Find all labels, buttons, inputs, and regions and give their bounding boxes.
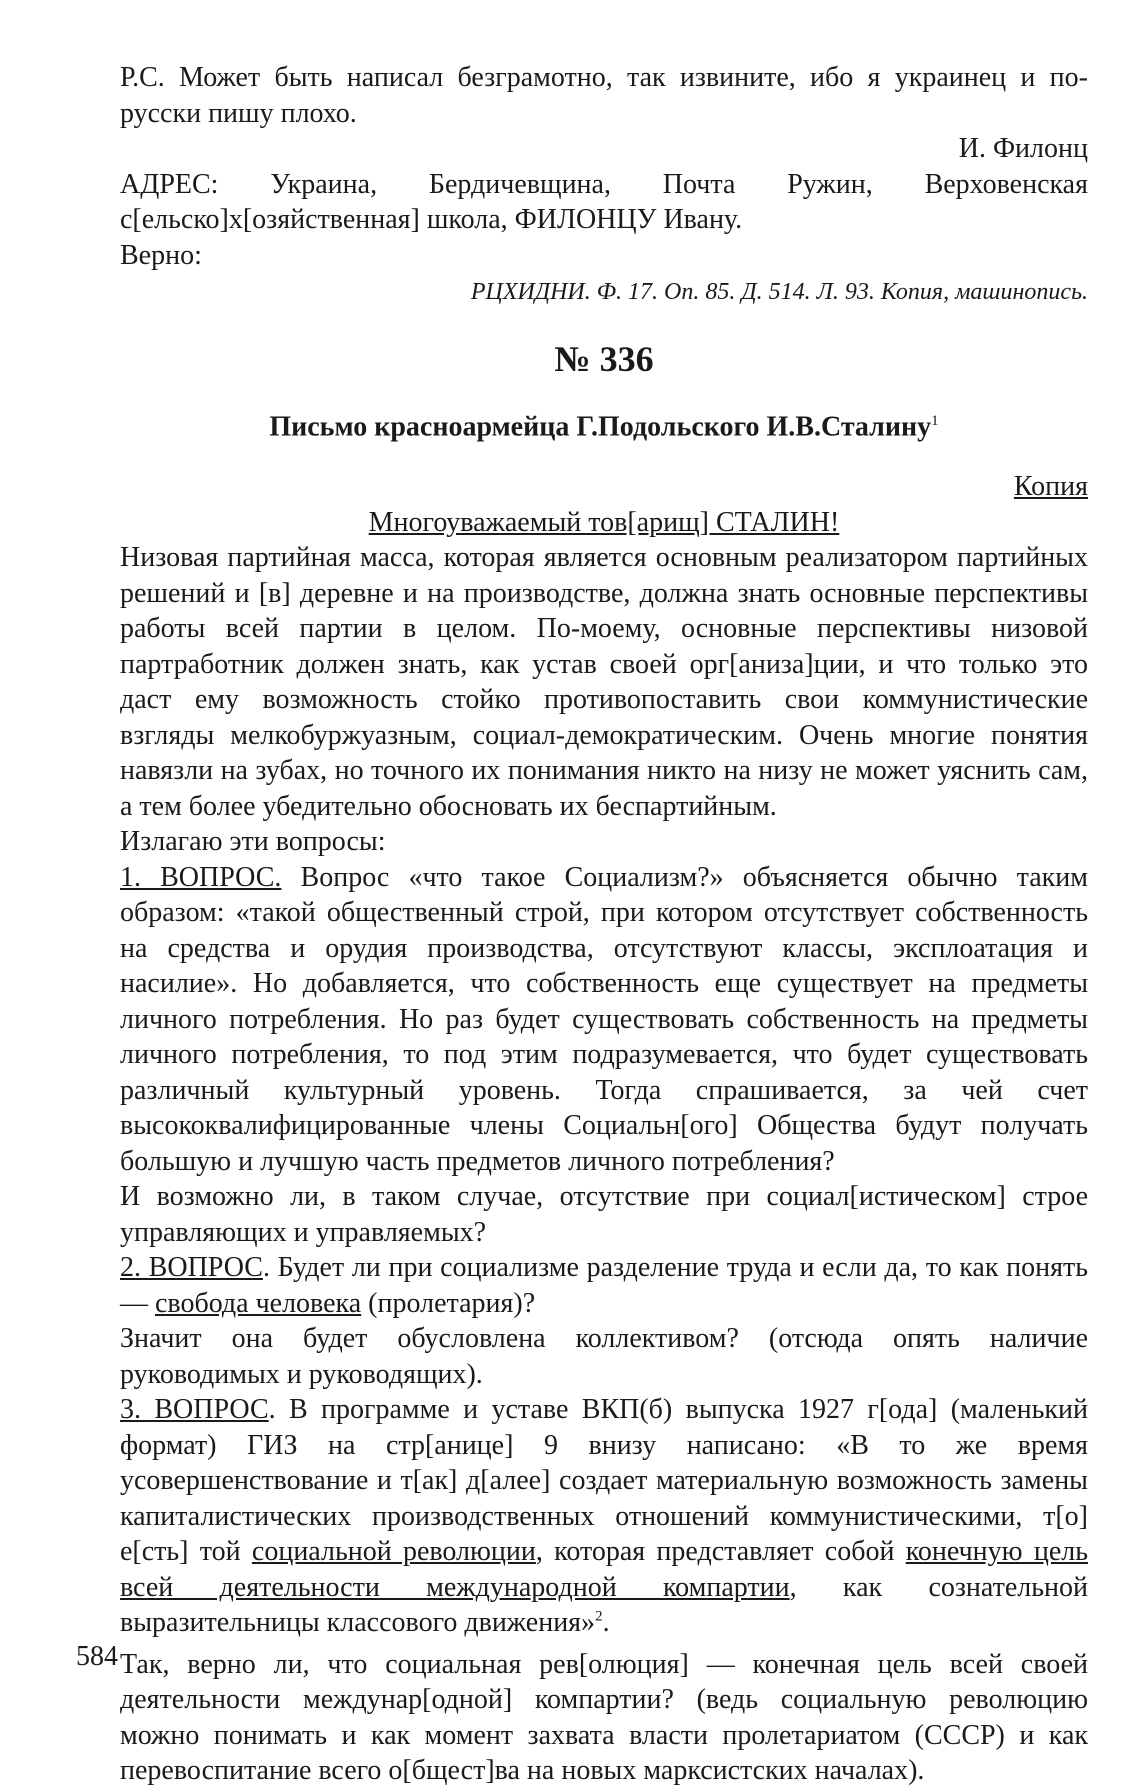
document-number: № 336	[554, 339, 654, 379]
question-3-text-c: , как сознательной выразительницы классового движения»	[120, 1571, 1088, 1639]
question-3-underlined-1: социальной революции	[251, 1536, 536, 1568]
signature: И. Филонц	[958, 133, 1088, 164]
intro-paragraph: Низовая партийная масса, которая является основным реализатором партийных решений и [в] деревне и на производстве, должна знать основные перспективы работы всей партии в целом. По-моему, основные перспективы низовой партработник должен знать, как устав своей орг[аниза]ции, и что только это даст ему возможность стойко противопоставить свои коммунистические взгляды мелкобуржуазным, социал-демократическим. Очень многие понятия навязли на зубах, но точного их понимания никто на низу не может уяснить сам, а тем более убедительно обосновать их беспартийным.	[120, 542, 1088, 822]
ps-paragraph	[120, 60, 1088, 131]
question-2-text-b: (пролетария)?	[361, 1287, 536, 1319]
verified-label: Верно:	[120, 239, 202, 271]
address: АДРЕС: Украина, Бердичевщина, Почта Ружин, Верховенская с[ельско]х[озяйственная] школа, ФИЛОНЦУ Ивану.	[120, 168, 1088, 235]
salutation-text: Многоуважаемый тов[арищ] СТАЛИН!	[368, 506, 840, 538]
question-2-underlined: свобода человека	[155, 1287, 362, 1319]
question-3-followup: Так, верно ли, что социальная рев[олюция] — конечная цель всей своей деятельности междунар[одной] компартии? (ведь социальную революцию можно понимать и как момент захвата власти пролетариатом (СССР) и как перевоспитание всего о[бщест]ва на новых марксистских началах).	[120, 1648, 1088, 1787]
question-2-followup: Значит она будет обусловлена коллективом? (отсюда опять наличие руководимых и руководящих).	[120, 1323, 1088, 1390]
archive-source: РЦХИДНИ. Ф. 17. Оп. 85. Д. 514. Л. 93. Копия, машинопись.	[470, 279, 1088, 305]
salutation	[120, 505, 1088, 541]
question-1	[120, 860, 1088, 1180]
question-1-followup: И возможно ли, в таком случае, отсутствие при социал[истическом] строе управляющих и управляемых?	[120, 1181, 1088, 1248]
question-1-text: Вопрос «что такое Социализм?» объясняется обычно таким образом: «такой общественный строй, при котором отсутствует собственность на средства и орудия производства, отсутствуют классы, эксплоатация и насилие». Но добавляется, что собственность еще существует на предметы личного потребления. Но раз будет существовать собственность на предметы личного потребления, то под этим подразумевается, что будет существовать различный культурный уровень. Тогда спрашивается, за чей счет высококвалифицированные члены Социальн[ого] Общества будут получать большую и лучшую часть предметов личного потребления?	[120, 861, 1088, 1177]
question-3-end: .	[602, 1607, 610, 1639]
text-block	[120, 60, 1088, 1789]
question-3-label: 3. ВОПРОС	[120, 1394, 269, 1426]
page-number: 584	[76, 1641, 118, 1672]
document-title-text: Письмо красноармейца Г.Подольского И.В.Сталину	[269, 411, 932, 443]
question-1-label: 1. ВОПРОС.	[120, 861, 282, 893]
question-3	[120, 1392, 1088, 1641]
question-2-text-a: . Будет ли при социализме разделение труда и если да, то как понять —	[120, 1252, 1088, 1319]
question-3-text-b: , которая представляет собой	[535, 1536, 906, 1568]
questions-intro: Излагаю эти вопросы:	[120, 826, 386, 858]
question-2-label: 2. ВОПРОС	[120, 1252, 263, 1284]
question-3-underlined-2: конечную цель всей деятельности международной компартии	[120, 1536, 1088, 1603]
question-3-footnote-marker: 2	[595, 1609, 603, 1625]
copy-label: Копия	[1013, 471, 1088, 503]
ps-text: Р.С. Может быть написал безграмотно, так извините, ибо я украинец и по-русски пишу плохо.	[120, 62, 1088, 129]
question-3-text-a: . В программе и уставе ВКП(б) выпуска 1927 г[ода] (маленький формат) ГИЗ на стр[анице] 9 внизу написано: «В то же время усовершенствование и т[ак] д[алее] создает материальную возможность замены капиталистических производственных отношений коммунистическими, т[о] е[сть] той	[120, 1394, 1088, 1568]
question-2	[120, 1250, 1088, 1321]
document-title	[120, 401, 1088, 447]
title-footnote-marker: 1	[931, 413, 939, 429]
